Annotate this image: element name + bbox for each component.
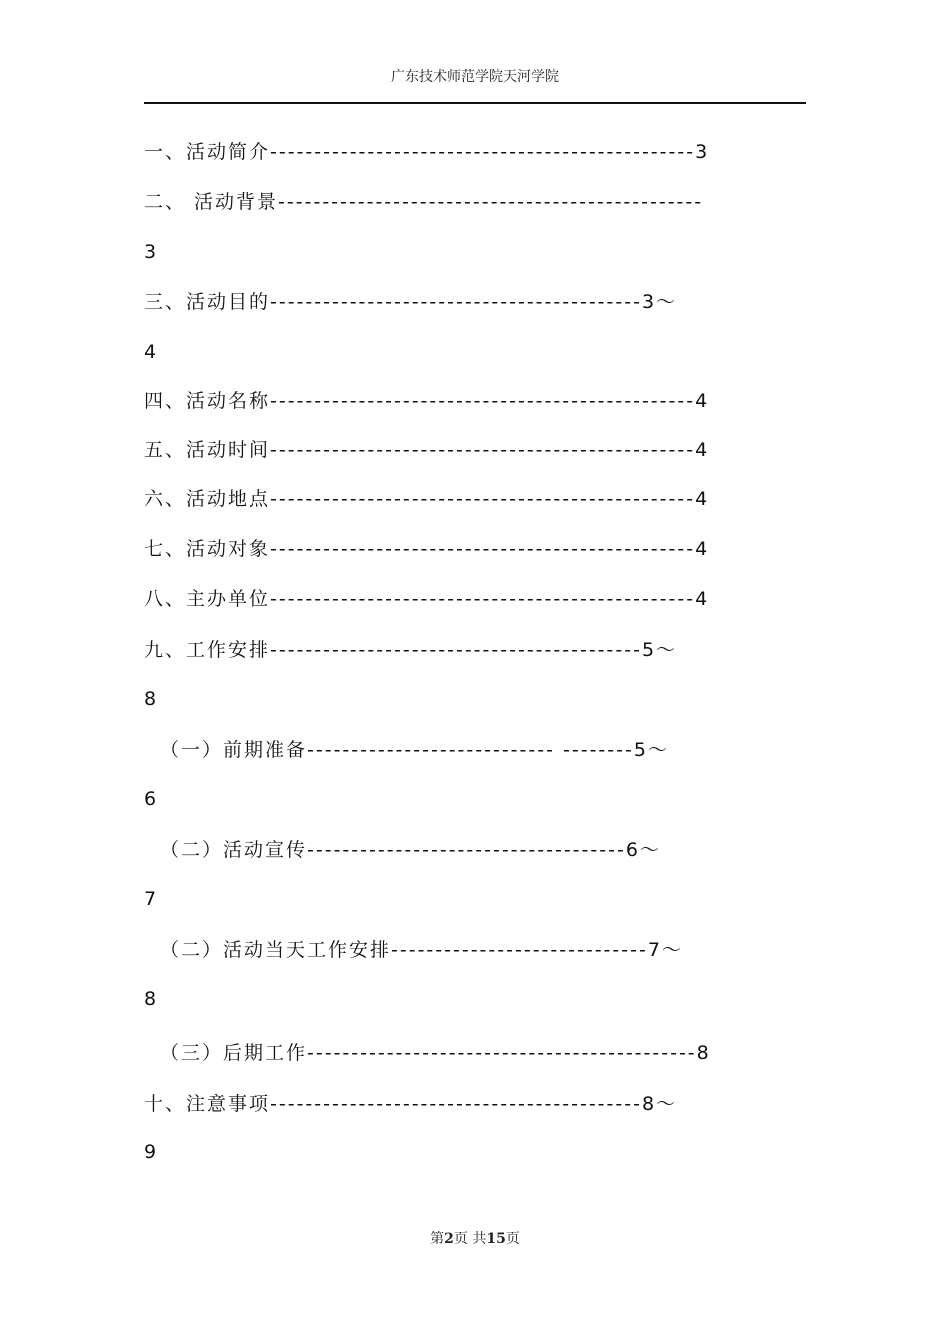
toc-subentry-2[interactable]: （二）活动宣传------------------------------------6～ — [160, 839, 661, 861]
toc-entry-4[interactable]: 四、活动名称------------------------------------------------4 — [144, 390, 710, 412]
toc-entry-3-page: 4 — [144, 341, 157, 363]
toc-entry-8[interactable]: 八、主办单位------------------------------------------------4 — [144, 588, 710, 610]
toc-entry-1[interactable]: 一、活动简介------------------------------------------------3 — [144, 141, 710, 163]
toc-subentry-1-page: 6 — [144, 788, 157, 810]
toc-entry-9[interactable]: 九、工作安排------------------------------------------5～ — [144, 639, 678, 661]
footer-suffix: 页 — [505, 1231, 520, 1247]
header-rule — [144, 102, 806, 104]
page-footer — [0, 1228, 950, 1248]
toc-subentry-4[interactable]: （三）后期工作--------------------------------------------8 — [160, 1042, 711, 1064]
toc-entry-6[interactable]: 六、活动地点------------------------------------------------4 — [144, 488, 710, 510]
page-header: 广东技术师范学院天河学院 — [391, 69, 559, 85]
toc-subentry-2-page: 7 — [144, 888, 157, 910]
footer-mid: 页 共 — [453, 1231, 487, 1247]
toc-entry-5[interactable]: 五、活动时间------------------------------------------------4 — [144, 439, 710, 461]
toc-entry-3[interactable]: 三、活动目的------------------------------------------3～ — [144, 291, 678, 313]
toc-entry-10-page: 9 — [144, 1141, 157, 1163]
footer-current-page: 2 — [444, 1231, 454, 1247]
toc-subentry-3[interactable]: （二）活动当天工作安排-----------------------------7～ — [160, 939, 683, 961]
toc-entry-10[interactable]: 十、注意事项------------------------------------------8～ — [144, 1093, 678, 1115]
toc-subentry-3-page: 8 — [144, 988, 157, 1010]
toc-entry-9-page: 8 — [144, 688, 157, 710]
toc-entry-2[interactable]: 二、 活动背景------------------------------------------------ — [144, 191, 704, 213]
toc-subentry-1[interactable]: （一）前期准备---------------------------- --------5～ — [160, 739, 669, 761]
toc-entry-7[interactable]: 七、活动对象------------------------------------------------4 — [144, 538, 710, 560]
footer-prefix: 第 — [430, 1231, 445, 1247]
footer-total-pages: 15 — [486, 1231, 506, 1247]
toc-entry-2-page: 3 — [144, 241, 157, 263]
